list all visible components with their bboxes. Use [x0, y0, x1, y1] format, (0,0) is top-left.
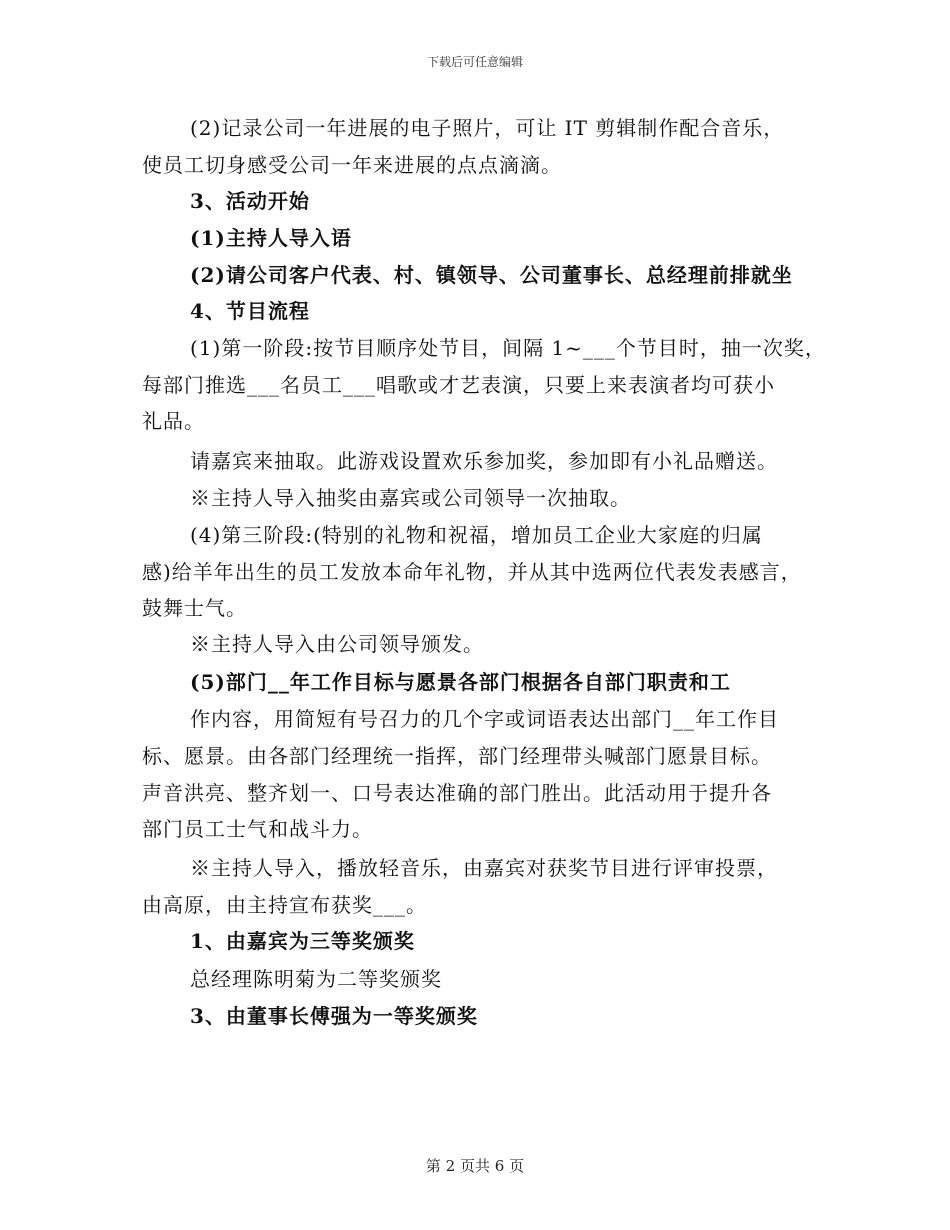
- paragraph-line: (4)第三阶段:(特别的礼物和祝福，增加员工企业大家庭的归属: [190, 523, 763, 547]
- note-line: ※主持人导入由公司领导颁发。: [190, 632, 484, 656]
- paragraph-line: 由高原，由主持宣布获奖___。: [142, 893, 427, 917]
- note-line: ※主持人导入抽奖由嘉宾或公司领导一次抽取。: [190, 486, 631, 510]
- paragraph-line: 感)给羊年出生的员工发放本命年礼物，并从其中选两位代表发表感言，: [142, 560, 802, 584]
- sub-heading: (1)主持人导入语: [190, 226, 352, 250]
- paragraph-line: (2)记录公司一年进展的电子照片，可让 IT 剪辑制作配合音乐，: [190, 116, 785, 140]
- paragraph-line: 鼓舞士气。: [142, 596, 247, 620]
- award-item: 1、由嘉宾为三等奖颁奖: [190, 929, 415, 953]
- paragraph-line: 请嘉宾来抽取。此游戏设置欢乐参加奖，参加即有小礼品赠送。: [190, 449, 778, 473]
- award-item: 总经理陈明菊为二等奖颁奖: [190, 967, 442, 991]
- paragraph-line: (1)第一阶段:按节目顺序处节目，间隔 1~___个节目时，抽一次奖，: [190, 336, 826, 360]
- section-heading: 4、节目流程: [190, 299, 310, 323]
- sub-heading: (5)部门__年工作目标与愿景各部门根据各自部门职责和工: [190, 670, 731, 694]
- award-item: 3、由董事长傅强为一等奖颁奖: [190, 1004, 478, 1028]
- paragraph-line: 声音洪亮、整齐划一、口号表达准确的部门胜出。此活动用于提升各: [142, 781, 772, 805]
- paragraph-line: 标、愿景。由各部门经理统一指挥，部门经理带头喊部门愿景目标。: [142, 744, 772, 768]
- sub-heading: (2)请公司客户代表、村、镇领导、公司董事长、总经理前排就坐: [190, 263, 793, 287]
- page-number: 第 2 页共 6 页: [425, 1157, 525, 1175]
- page-header: 下载后可任意编辑: [426, 55, 523, 69]
- paragraph-line: 作内容，用简短有号召力的几个字或词语表达出部门__年工作目: [190, 707, 779, 731]
- paragraph-line: 部门员工士气和战斗力。: [142, 817, 373, 841]
- paragraph-line: 每部门推选___名员工___唱歌或才艺表演，只要上来表演者均可获小: [142, 373, 775, 397]
- note-line: ※主持人导入，播放轻音乐，由嘉宾对获奖节目进行评审投票，: [190, 856, 778, 880]
- section-heading: 3、活动开始: [190, 189, 310, 213]
- paragraph-line: 使员工切身感受公司一年来进展的点点滴滴。: [142, 153, 562, 177]
- paragraph-line: 礼品。: [142, 409, 205, 433]
